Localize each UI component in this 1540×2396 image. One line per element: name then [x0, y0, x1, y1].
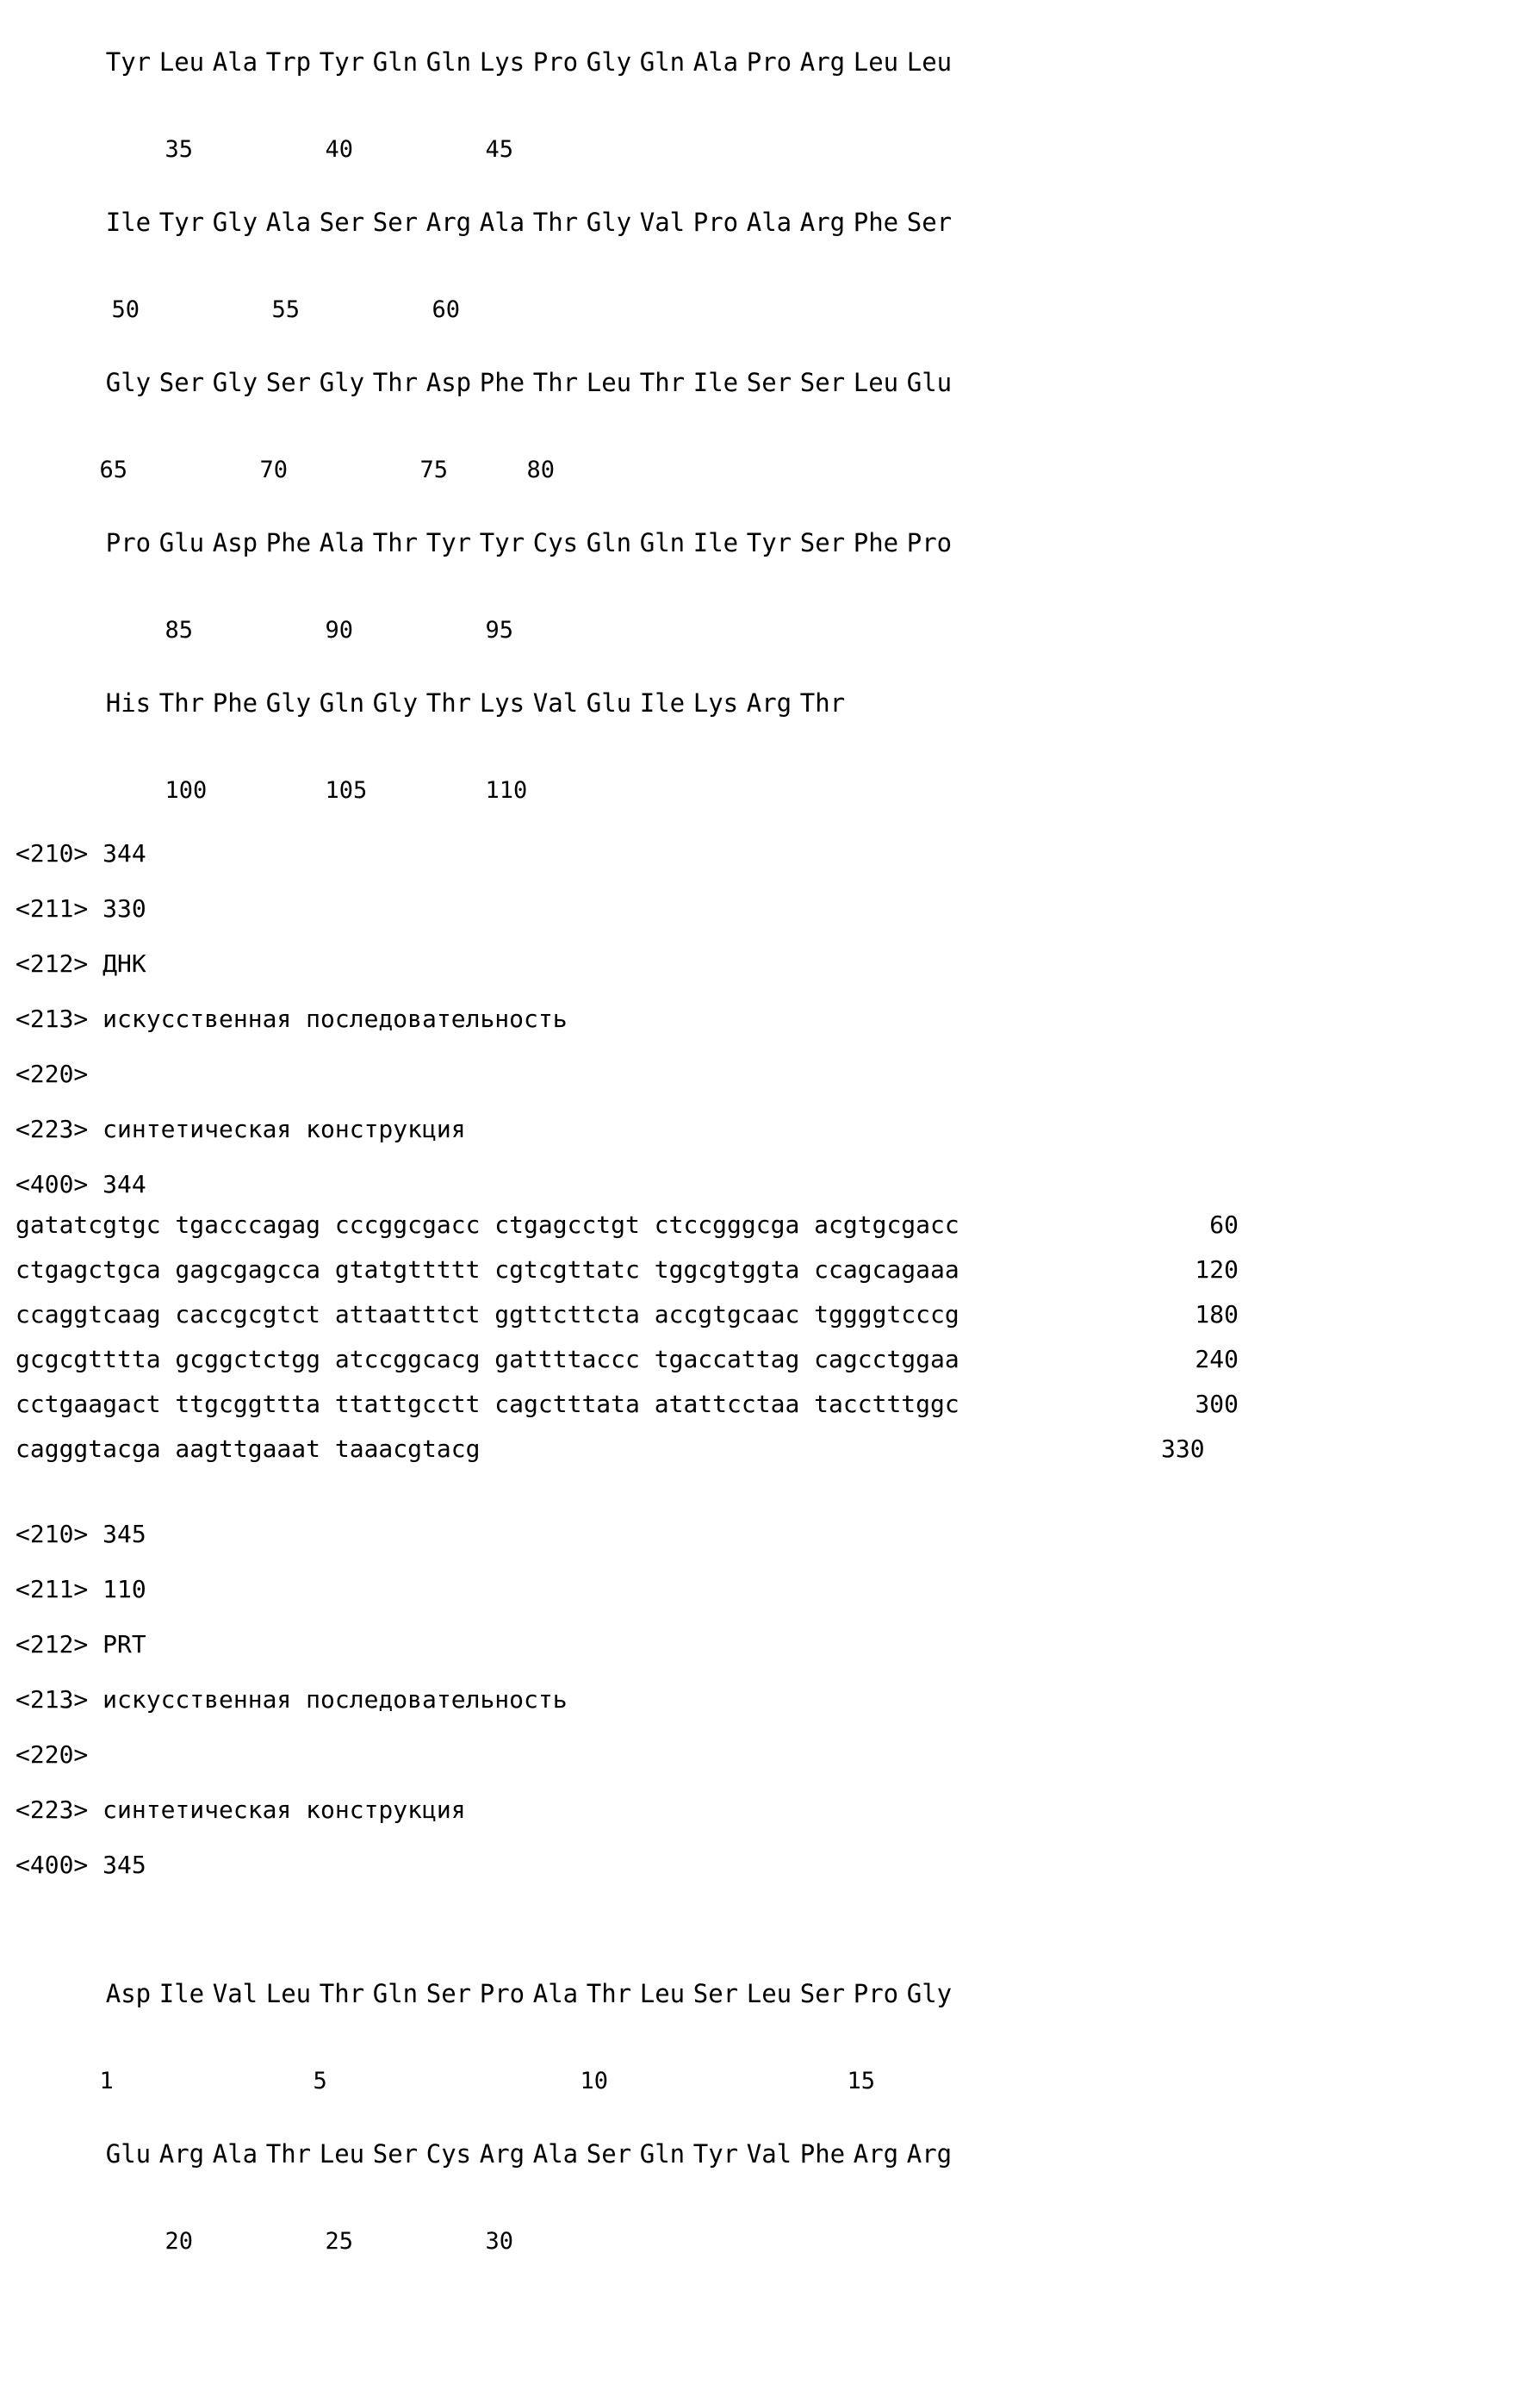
residue: Ser	[692, 1979, 739, 2008]
residue-number: 65	[99, 457, 128, 483]
residue-number: 30	[485, 2228, 514, 2255]
protein-number-row	[16, 109, 1437, 163]
residue: Tyr	[158, 208, 205, 237]
residue: Cys	[425, 2139, 472, 2169]
residue: Ile	[692, 368, 739, 397]
residue: Ser	[799, 1979, 846, 2008]
dna-sequence-text: cagggtacga aagttgaaat taaacgtacg	[16, 1434, 481, 1463]
dna-position-count: 330	[1161, 1434, 1205, 1463]
residue: Phe	[853, 208, 899, 237]
residue: Ala	[265, 208, 312, 237]
dna-position-count: 180	[1195, 1300, 1239, 1329]
residue: Val	[746, 2139, 792, 2169]
tag-213: <213> искусственная последовательность	[16, 1005, 568, 1033]
residue: Leu	[746, 1979, 792, 2008]
residue: Gly	[265, 688, 312, 718]
protein-number-row	[16, 269, 1437, 323]
dna-sequence-text: gatatcgtgc tgacccagag cccggcgacc ctgagcctgt ctccgggcga acgtgcgacc	[16, 1210, 959, 1239]
residue-number: 85	[165, 617, 194, 644]
residue: Val	[639, 208, 686, 237]
residue: Tyr	[319, 47, 365, 77]
dna-position-count: 120	[1195, 1255, 1239, 1284]
tag-210: <210> 344	[16, 839, 146, 868]
residue: Leu	[158, 47, 205, 77]
residue: Gly	[372, 688, 419, 718]
residue: Leu	[853, 47, 899, 77]
residue: Ser	[799, 368, 846, 397]
residue: Gly	[212, 368, 258, 397]
residue: Arg	[479, 2139, 525, 2169]
protein-number-row	[16, 750, 1437, 804]
residue-number: 1	[99, 2068, 114, 2094]
residue: Thr	[372, 528, 419, 557]
residue: Glu	[906, 368, 953, 397]
protein-residue-row	[16, 16, 1437, 109]
residue: Ser	[586, 2139, 632, 2169]
dna-sequence-text: cctgaagact ttgcggttta ttattgcctt cagctttata atattcctaa tacctttggc	[16, 1390, 959, 1418]
dna-row	[16, 1203, 1437, 1248]
residue: Phe	[799, 2139, 846, 2169]
residue: Phe	[479, 368, 525, 397]
residue: Val	[212, 1979, 258, 2008]
residue-number: 90	[325, 617, 354, 644]
residue: Lys	[479, 688, 525, 718]
residue-number: 10	[580, 2068, 609, 2094]
residue: Thr	[372, 368, 419, 397]
residue: Thr	[799, 688, 846, 718]
residue: Thr	[586, 1979, 632, 2008]
residue: Ser	[265, 368, 312, 397]
residue-number: 110	[485, 777, 528, 804]
spacer	[16, 1906, 1437, 1947]
dna-position-count: 60	[1209, 1210, 1239, 1239]
residue: Gly	[212, 208, 258, 237]
residue: Arg	[425, 208, 472, 237]
protein-number-row	[16, 429, 1437, 483]
residue: Ser	[425, 1979, 472, 2008]
residue: Lys	[692, 688, 739, 718]
residue: Cys	[532, 528, 579, 557]
residue: Gly	[906, 1979, 953, 2008]
dna-row	[16, 1248, 1437, 1292]
residue: Gln	[425, 47, 472, 77]
residue-number: 45	[485, 136, 514, 163]
residue: His	[105, 688, 152, 718]
tag-213: <213> искусственная последовательность	[16, 1685, 568, 1714]
residue: Gln	[639, 2139, 686, 2169]
residue: Leu	[906, 47, 953, 77]
protein-sequence-block	[16, 336, 1437, 483]
residue-number: 25	[325, 2228, 354, 2255]
residue: Gln	[319, 688, 365, 718]
residue-number: 35	[165, 136, 194, 163]
residue: Tyr	[746, 528, 792, 557]
residue-number: 80	[526, 457, 556, 483]
dna-position-count: 300	[1195, 1390, 1239, 1418]
dna-sequence-text: gcgcgtttta gcggctctgg atccggcacg gattttaccc tgaccattag cagcctggaa	[16, 1345, 959, 1373]
residue: Thr	[425, 688, 472, 718]
residue: Arg	[746, 688, 792, 718]
residue-number: 55	[271, 296, 301, 323]
residue: Tyr	[425, 528, 472, 557]
residue: Gly	[319, 368, 365, 397]
residue: Ser	[799, 528, 846, 557]
residue: Ala	[532, 1979, 579, 2008]
residue: Trp	[265, 47, 312, 77]
dna-row	[16, 1292, 1437, 1337]
residue-number: 50	[111, 296, 140, 323]
protein-residue-row	[16, 1947, 1437, 2040]
residue-number: 105	[325, 777, 368, 804]
spacer	[16, 1497, 1437, 1520]
residue-number: 5	[313, 2068, 327, 2094]
residue: Ser	[372, 2139, 419, 2169]
residue: Thr	[532, 368, 579, 397]
tag-220: <220>	[16, 1740, 89, 1769]
residue: Thr	[639, 368, 686, 397]
residue: Ser	[906, 208, 953, 237]
residue-number: 70	[259, 457, 289, 483]
tag-400: <400> 345	[16, 1851, 146, 1879]
tag-400: <400> 344	[16, 1170, 146, 1198]
residue: Ala	[746, 208, 792, 237]
residue: Ser	[372, 208, 419, 237]
tag-211: <211> 110	[16, 1575, 146, 1603]
protein-residue-row	[16, 496, 1437, 589]
residue-number: 20	[165, 2228, 194, 2255]
residue: Ser	[746, 368, 792, 397]
residue: Leu	[319, 2139, 365, 2169]
protein-residue-row	[16, 2107, 1437, 2200]
residue-number: 15	[847, 2068, 876, 2094]
dna-sequence-text: ctgagctgca gagcgagcca gtatgttttt cgtcgttatc tggcgtggta ccagcagaaa	[16, 1255, 959, 1284]
residue-number: 95	[485, 617, 514, 644]
residue: Gln	[372, 1979, 419, 2008]
residue: Ser	[319, 208, 365, 237]
dna-row	[16, 1337, 1437, 1382]
residue-number: 40	[325, 136, 354, 163]
residue: Gly	[105, 368, 152, 397]
residue: Leu	[639, 1979, 686, 2008]
residue: Leu	[853, 368, 899, 397]
residue: Phe	[853, 528, 899, 557]
dna-position-count: 240	[1195, 1345, 1239, 1373]
tag-223: <223> синтетическая конструкция	[16, 1115, 466, 1143]
residue: Tyr	[692, 2139, 739, 2169]
residue: Ala	[212, 47, 258, 77]
protein-residue-row	[16, 336, 1437, 429]
residue: Phe	[265, 528, 312, 557]
residue: Arg	[799, 47, 846, 77]
residue: Leu	[586, 368, 632, 397]
tag-212: <212> ДНК	[16, 949, 146, 978]
tag-211: <211> 330	[16, 894, 146, 923]
residue: Gln	[586, 528, 632, 557]
protein-sequence-block	[16, 176, 1437, 323]
residue: Glu	[158, 528, 205, 557]
spacer	[16, 817, 1437, 839]
residue: Ile	[158, 1979, 205, 2008]
residue: Tyr	[105, 47, 152, 77]
residue: Pro	[906, 528, 953, 557]
residue: Arg	[799, 208, 846, 237]
protein-number-row	[16, 2200, 1437, 2255]
residue: Arg	[853, 2139, 899, 2169]
residue: Lys	[479, 47, 525, 77]
residue: Ile	[639, 688, 686, 718]
tag-210: <210> 345	[16, 1520, 146, 1548]
residue: Thr	[319, 1979, 365, 2008]
protein-number-row	[16, 2040, 1437, 2094]
residue: Thr	[265, 2139, 312, 2169]
residue: Pro	[105, 528, 152, 557]
protein-sequence-block	[16, 16, 1437, 163]
protein-sequence-block	[16, 657, 1437, 804]
residue: Asp	[425, 368, 472, 397]
residue: Ala	[532, 2139, 579, 2169]
residue: Gln	[639, 528, 686, 557]
residue: Gln	[372, 47, 419, 77]
protein-sequence-block	[16, 1947, 1437, 2094]
residue: Arg	[158, 2139, 205, 2169]
residue-number: 75	[419, 457, 449, 483]
residue: Phe	[212, 688, 258, 718]
dna-row	[16, 1427, 1437, 1472]
residue: Ala	[212, 2139, 258, 2169]
dna-sequence-text: ccaggtcaag caccgcgtct attaatttct ggttcttcta accgtgcaac tggggtcccg	[16, 1300, 959, 1329]
dna-sequence-block	[16, 1203, 1437, 1472]
residue: Ala	[479, 208, 525, 237]
residue-number: 100	[165, 777, 208, 804]
residue: Glu	[586, 688, 632, 718]
tag-212: <212> PRT	[16, 1630, 146, 1659]
residue: Arg	[906, 2139, 953, 2169]
residue: Pro	[746, 47, 792, 77]
residue: Ile	[105, 208, 152, 237]
protein-residue-row	[16, 176, 1437, 269]
residue: Ser	[158, 368, 205, 397]
residue-number: 60	[432, 296, 461, 323]
residue: Val	[532, 688, 579, 718]
protein-sequence-block	[16, 2107, 1437, 2255]
residue: Asp	[212, 528, 258, 557]
residue: Pro	[853, 1979, 899, 2008]
residue: Ile	[692, 528, 739, 557]
protein-sequence-block	[16, 496, 1437, 644]
tag-220: <220>	[16, 1060, 89, 1088]
dna-row	[16, 1382, 1437, 1427]
protein-number-row	[16, 589, 1437, 644]
residue: Gln	[639, 47, 686, 77]
residue: Asp	[105, 1979, 152, 2008]
tag-223: <223> синтетическая конструкция	[16, 1795, 466, 1824]
residue: Pro	[692, 208, 739, 237]
residue: Thr	[532, 208, 579, 237]
residue: Gly	[586, 47, 632, 77]
residue: Ala	[692, 47, 739, 77]
residue: Pro	[479, 1979, 525, 2008]
residue: Thr	[158, 688, 205, 718]
residue: Leu	[265, 1979, 312, 2008]
residue: Tyr	[479, 528, 525, 557]
residue: Gly	[586, 208, 632, 237]
residue: Pro	[532, 47, 579, 77]
residue: Glu	[105, 2139, 152, 2169]
residue: Ala	[319, 528, 365, 557]
protein-residue-row	[16, 657, 1437, 750]
